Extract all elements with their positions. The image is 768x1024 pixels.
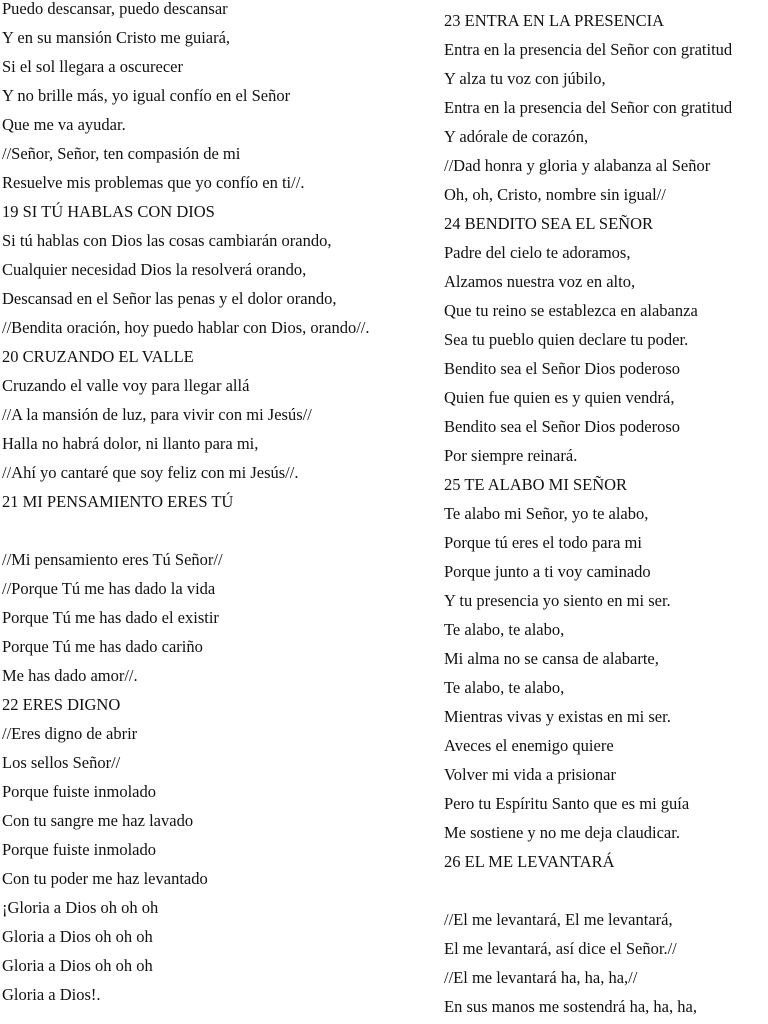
- left-column: [2, 0, 427, 1009]
- song-title-22: 22 ERES DIGNO: [2, 695, 121, 714]
- lyric-line: El me levantará, así dice el Señor.//: [444, 939, 677, 958]
- lyric-line: Me has dado amor//.: [2, 666, 138, 685]
- lyric-line: Entra en la presencia del Señor con gratitud: [444, 98, 733, 117]
- lyric-line: //A la mansión de luz, para vivir con mi Jesús//: [2, 405, 312, 424]
- lyric-line: Y en su mansión Cristo me guiará,: [2, 28, 231, 47]
- lyric-line: Cruzando el valle voy para llegar allá: [2, 376, 250, 395]
- lyric-line: Te alabo, te alabo,: [444, 620, 565, 639]
- lyric-line: Alzamos nuestra voz en alto,: [444, 272, 636, 291]
- lyric-line: Si tú hablas con Dios las cosas cambiarán orando,: [2, 231, 332, 250]
- lyric-line: Puedo descansar, puedo descansar: [2, 0, 228, 18]
- lyric-line: Quien fue quien es y quien vendrá,: [444, 388, 675, 407]
- lyric-line: //Ahí yo cantaré que soy feliz con mi Jesús//.: [2, 463, 299, 482]
- blank-line: [444, 876, 766, 905]
- song-title-20: 20 CRUZANDO EL VALLE: [2, 347, 194, 366]
- lyric-line: Porque tú eres el todo para mi: [444, 533, 642, 552]
- lyric-line: Porque fuiste inmolado: [2, 840, 156, 859]
- lyric-line: //Dad honra y gloria y alabanza al Señor: [444, 156, 711, 175]
- lyric-line: Y no brille más, yo igual confío en el Señor: [2, 86, 291, 105]
- lyric-line: ¡Gloria a Dios oh oh oh: [2, 898, 159, 917]
- lyric-line: Sea tu pueblo quien declare tu poder.: [444, 330, 689, 349]
- lyric-line: Volver mi vida a prisionar: [444, 765, 616, 784]
- lyric-line: Por siempre reinará.: [444, 446, 578, 465]
- song-title-26: 26 EL ME LEVANTARÁ: [444, 852, 615, 871]
- lyric-line: Padre del cielo te adoramos,: [444, 243, 631, 262]
- lyric-line: Pero tu Espíritu Santo que es mi guía: [444, 794, 690, 813]
- lyric-line: //Mi pensamiento eres Tú Señor//: [2, 550, 223, 569]
- lyric-line: //El me levantará ha, ha, ha,//: [444, 968, 638, 987]
- lyric-line: //Porque Tú me has dado la vida: [2, 579, 216, 598]
- right-column: [444, 6, 766, 1021]
- lyric-line: Gloria a Dios oh oh oh: [2, 956, 153, 975]
- lyric-line: Y alza tu voz con júbilo,: [444, 69, 606, 88]
- lyric-line: Aveces el enemigo quiere: [444, 736, 614, 755]
- lyric-line: Porque fuiste inmolado: [2, 782, 156, 801]
- lyric-line: Porque Tú me has dado cariño: [2, 637, 203, 656]
- lyric-line: Te alabo mi Señor, yo te alabo,: [444, 504, 649, 523]
- song-title-19: 19 SI TÚ HABLAS CON DIOS: [2, 202, 215, 221]
- lyric-line: Porque junto a ti voy caminado: [444, 562, 651, 581]
- blank-line: [2, 516, 427, 545]
- lyric-line: Halla no habrá dolor, ni llanto para mi,: [2, 434, 259, 453]
- song-title-24: 24 BENDITO SEA EL SEÑOR: [444, 214, 654, 233]
- lyric-line: Mientras vivas y existas en mi ser.: [444, 707, 671, 726]
- lyric-line: Cualquier necesidad Dios la resolverá orando,: [2, 260, 307, 279]
- lyric-line: Que tu reino se establezca en alabanza: [444, 301, 698, 320]
- lyric-line: En sus manos me sostendrá ha, ha, ha,: [444, 997, 697, 1016]
- lyric-line: Que me va ayudar.: [2, 115, 126, 134]
- lyric-line: Bendito sea el Señor Dios poderoso: [444, 359, 681, 378]
- lyric-line: //El me levantará, El me levantará,: [444, 910, 673, 929]
- lyric-line: Resuelve mis problemas que yo confío en ti//.: [2, 173, 305, 192]
- lyric-line: Descansad en el Señor las penas y el dolor orando,: [2, 289, 337, 308]
- lyric-line: Con tu sangre me haz lavado: [2, 811, 194, 830]
- lyric-line: Entra en la presencia del Señor con gratitud: [444, 40, 733, 59]
- song-title-21: 21 MI PENSAMIENTO ERES TÚ: [2, 492, 234, 511]
- lyric-line: Bendito sea el Señor Dios poderoso: [444, 417, 681, 436]
- lyric-line: Oh, oh, Cristo, nombre sin igual//: [444, 185, 666, 204]
- lyric-line: //Señor, Señor, ten compasión de mi: [2, 144, 241, 163]
- song-title-25: 25 TE ALABO MI SEÑOR: [444, 475, 628, 494]
- song-title-23: 23 ENTRA EN LA PRESENCIA: [444, 11, 665, 30]
- lyric-line: Mi alma no se cansa de alabarte,: [444, 649, 659, 668]
- lyric-line: Te alabo, te alabo,: [444, 678, 565, 697]
- lyric-line: Y adórale de corazón,: [444, 127, 589, 146]
- lyric-line: Gloria a Dios!.: [2, 985, 101, 1004]
- lyric-line: Si el sol llegara a oscurecer: [2, 57, 183, 76]
- lyric-line: Con tu poder me haz levantado: [2, 869, 208, 888]
- lyric-line: Los sellos Señor//: [2, 753, 121, 772]
- lyric-line: Y tu presencia yo siento en mi ser.: [444, 591, 671, 610]
- lyric-line: Me sostiene y no me deja claudicar.: [444, 823, 680, 842]
- lyric-line: //Eres digno de abrir: [2, 724, 138, 743]
- lyric-line: Gloria a Dios oh oh oh: [2, 927, 153, 946]
- lyric-line: //Bendita oración, hoy puedo hablar con Dios, orando//.: [2, 318, 370, 337]
- lyric-line: Porque Tú me has dado el existir: [2, 608, 219, 627]
